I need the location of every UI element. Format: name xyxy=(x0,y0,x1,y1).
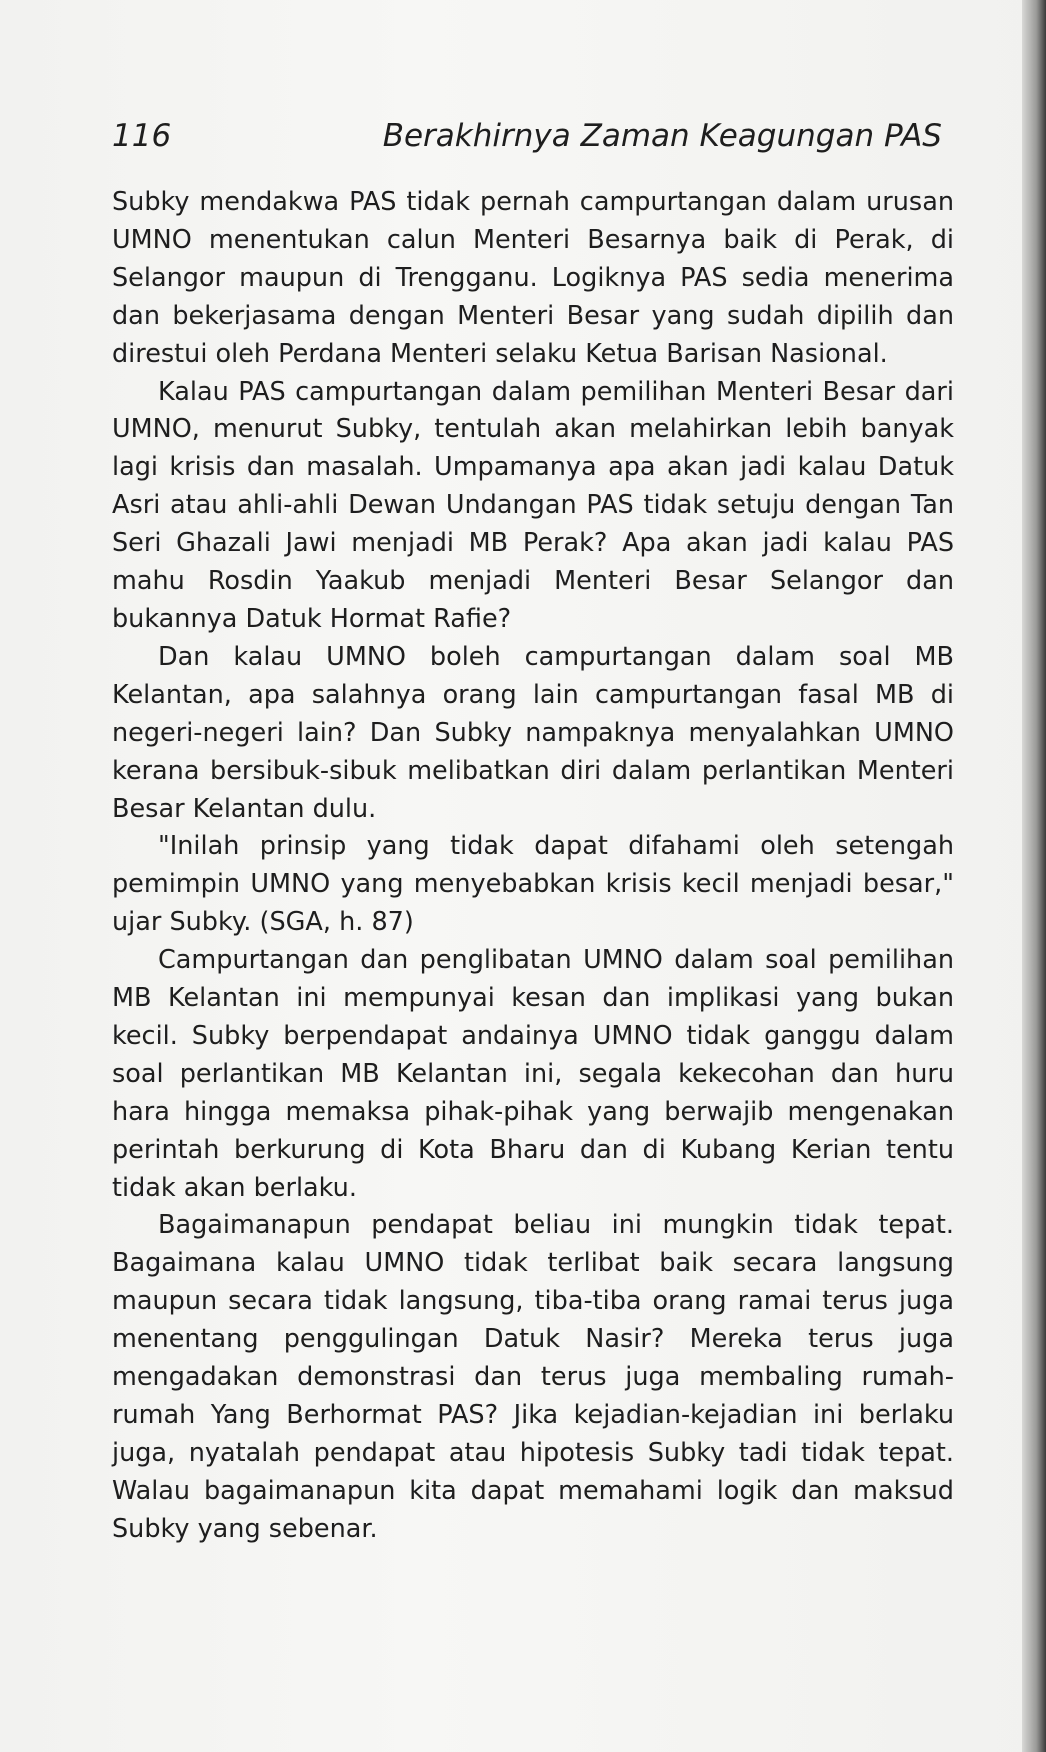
paragraph-6: Bagaimanapun pendapat beliau ini mungkin tidak tepat. Bagaimana kalau UMNO tidak terlibat baik secara langsung maupun secara tidak langsung, tiba-tiba orang ramai terus juga menentang penggulingan Datuk Nasir? Mereka terus juga mengadakan demonstrasi dan terus juga membaling rumah-rumah Yang Berhormat PAS? Jika kejadian-kejadian ini berlaku juga, nyatalah pendapat atau hipotesis Subky tadi tidak tepat. Walau bagaimanapun kita dapat memahami logik dan maksud Subky yang sebenar. xyxy=(112,1210,954,1544)
paragraph-2: Kalau PAS campurtangan dalam pemilihan Menteri Besar dari UMNO, menurut Subky, tentulah akan melahirkan lebih banyak lagi krisis dan masalah. Umpamanya apa akan jadi kalau Datuk Asri atau ahli-ahli Dewan Undangan PAS tidak setuju dengan Tan Seri Ghazali Jawi menjadi MB Perak? Apa akan jadi kalau PAS mahu Rosdin Yaakub menjadi Menteri Besar Selangor dan bukannya Datuk Hormat Rafie? xyxy=(112,376,954,634)
paragraph-3: Dan kalau UMNO boleh campurtangan dalam soal MB Kelantan, apa salahnya orang lain campurtangan fasal MB di negeri-negeri lain? Dan Subky nampaknya menyalahkan UMNO kerana bersibuk-sibuk melibatkan diri dalam perlantikan Menteri Besar Kelantan dulu. xyxy=(112,641,954,824)
paragraph-1: Subky mendakwa PAS tidak pernah campurtangan dalam urusan UMNO menentukan calun Menteri Besarnya baik di Perak, di Selangor maupun di Trengganu. Logiknya PAS sedia menerima dan bekerjasama dengan Menteri Besar yang sudah dipilih dan direstui oleh Perdana Menteri selaku Ketua Barisan Nasional. xyxy=(112,187,954,369)
paragraph-4-quote: "Inilah prinsip yang tidak dapat difahami oleh setengah pemimpin UMNO yang menyebabkan krisis kecil menjadi besar," ujar Subky. (SGA, h. 87) xyxy=(112,831,954,938)
page-edge-shadow xyxy=(1022,0,1046,1752)
running-title: Berakhirnya Zaman Keagungan PAS xyxy=(382,118,942,154)
body-text xyxy=(112,184,954,1549)
page-header xyxy=(112,112,942,162)
page-number: 116 xyxy=(112,118,172,154)
paragraph-5: Campurtangan dan penglibatan UMNO dalam soal pemilihan MB Kelantan ini mempunyai kesan dan implikasi yang bukan kecil. Subky berpendapat andainya UMNO tidak ganggu dalam soal perlantikan MB Kelantan ini, segala kekecohan dan huru hara hingga memaksa pihak-pihak yang berwajib mengenakan perintah berkurung di Kota Bharu dan di Kubang Kerian tentu tidak akan berlaku. xyxy=(112,945,954,1203)
